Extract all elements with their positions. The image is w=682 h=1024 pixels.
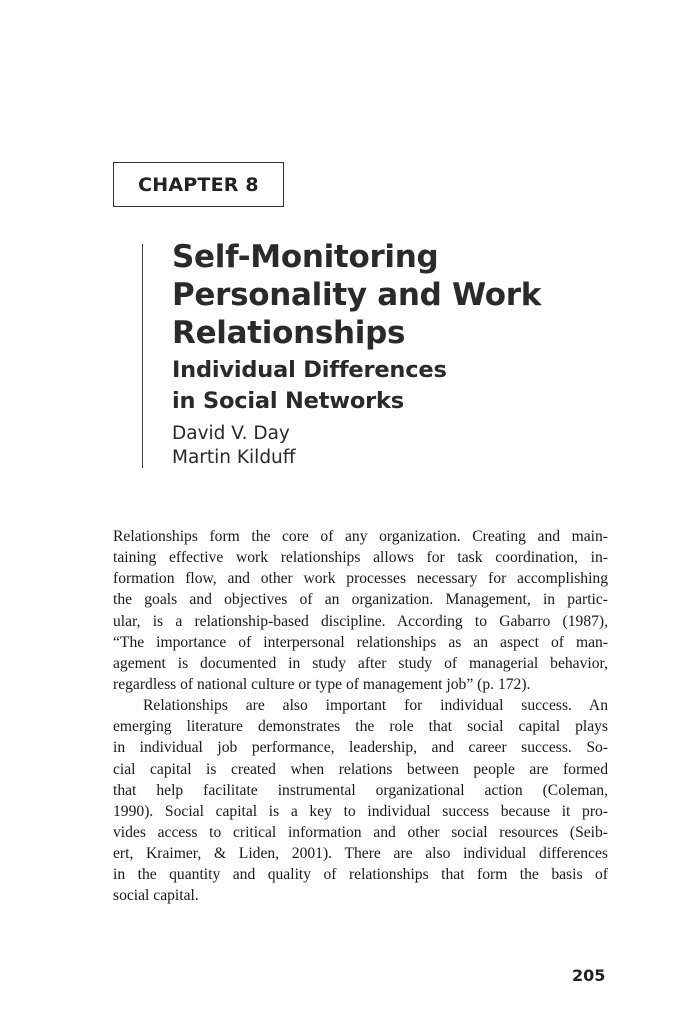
text-line: vides access to critical information and other social resources (Seib- (113, 823, 608, 841)
text-line: agement is documented in study after study of managerial behavior, (113, 654, 608, 672)
chapter-label: CHAPTER 8 (113, 162, 284, 207)
text-line: 1990). Social capital is a key to individual success because it pro- (113, 802, 608, 820)
title-rule (142, 244, 143, 468)
text-line: Relationships form the core of any organization. Creating and main- (113, 528, 608, 545)
text-line: ert, Kraimer, & Liden, 2001). There are also individual differences (113, 845, 608, 863)
text-line: the goals and objectives of an organization. Management, in partic- (113, 591, 608, 609)
text-line: formation flow, and other work processes necessary for accomplishing (113, 570, 608, 588)
author-name: Martin Kilduff (172, 447, 296, 468)
chapter-title (172, 238, 642, 352)
chapter-title-line: Relationships (172, 315, 406, 351)
text-line: cial capital is created when relations between people are formed (113, 760, 608, 778)
paragraph-2 (113, 695, 608, 906)
chapter-subtitle-line: in Social Networks (172, 388, 404, 414)
text-line: ular, is a relationship-based discipline. According to Gabarro (1987), (113, 612, 608, 630)
text-line: Relationships are also important for individual success. An (143, 697, 608, 715)
paragraph-1 (113, 526, 608, 695)
authors (172, 422, 642, 470)
text-line: “The importance of interpersonal relationships as an aspect of man- (113, 633, 608, 651)
title-block (172, 238, 642, 470)
text-line: emerging literature demonstrates the role that social capital plays (113, 718, 608, 736)
chapter-subtitle-line: Individual Differences (172, 357, 447, 383)
author-name: David V. Day (172, 423, 290, 444)
text-line: in individual job performance, leadership, and career success. So- (113, 739, 608, 757)
chapter-subtitle (172, 355, 642, 417)
text-line: in the quantity and quality of relationships that form the basis of (113, 866, 608, 884)
text-line: social capital. (113, 887, 199, 905)
page-number: 205 (572, 966, 606, 985)
chapter-title-line: Personality and Work (172, 277, 542, 313)
text-line: taining effective work relationships allows for task coordination, in- (113, 549, 608, 567)
chapter-title-line: Self-Monitoring (172, 239, 439, 275)
text-line: regardless of national culture or type of management job” (p. 172). (113, 675, 531, 693)
body-text (113, 526, 608, 907)
text-line: that help facilitate instrumental organizational action (Coleman, (113, 781, 608, 799)
